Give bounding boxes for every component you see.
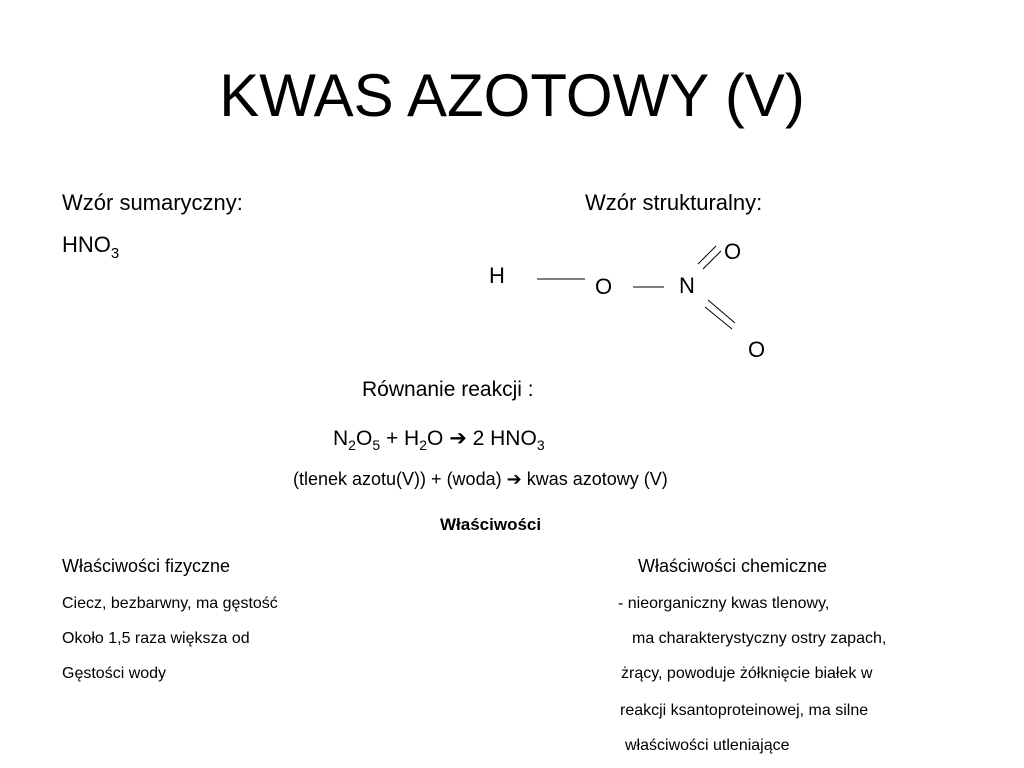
summary-formula-label: Wzór sumaryczny:	[62, 190, 243, 215]
bond-n-o-top-b	[703, 251, 721, 269]
chemical-line: ma charakterystyczny ostry zapach,	[632, 630, 887, 647]
atom-o-single: O	[595, 274, 613, 299]
names-lhs: (tlenek azotu(V)) + (woda)	[293, 469, 507, 489]
atom-n: N	[679, 273, 695, 298]
chemical-line: reakcji ksantoproteinowej, ma silne	[620, 702, 869, 719]
reaction-equation	[333, 426, 545, 452]
bond-n-o-bottom-b	[705, 307, 732, 329]
summary-formula-subscript: 3	[110, 245, 120, 262]
eq-o2: O	[427, 427, 450, 450]
atom-o-bottom: O	[748, 337, 766, 362]
eq-o-sub: 5	[372, 437, 381, 453]
reaction-names	[293, 468, 668, 490]
chemical-heading: Właściwości chemiczne	[638, 556, 828, 576]
chemical-line: - nieorganiczny kwas tlenowy,	[618, 595, 830, 612]
names-rhs: kwas azotowy (V)	[521, 469, 668, 489]
summary-formula-main: HNO	[62, 232, 111, 257]
eq-n: N	[333, 427, 349, 450]
eq-o: O	[355, 427, 373, 450]
physical-line: Ciecz, bezbarwny, ma gęstość	[62, 595, 278, 612]
bond-n-o-top-a	[698, 246, 716, 264]
physical-line: Około 1,5 raza większa od	[62, 630, 250, 647]
eq-n-sub: 2	[348, 437, 356, 453]
arrow-icon: ➔	[506, 469, 522, 489]
eq-plus-h: + H	[380, 427, 420, 450]
bond-n-o-bottom-a	[708, 300, 735, 323]
eq-rhs-sub: 3	[536, 437, 545, 453]
chemical-line: właściwości utleniające	[625, 737, 790, 754]
reaction-label: Równanie reakcji :	[362, 378, 534, 401]
page-title: KWAS AZOTOWY (V)	[219, 62, 805, 129]
chemical-line: żrący, powoduje żółknięcie białek w	[621, 665, 873, 682]
atom-h: H	[489, 263, 505, 288]
physical-line: Gęstości wody	[62, 665, 167, 682]
eq-h-sub: 2	[419, 437, 428, 453]
eq-rhs: 2 HNO	[466, 427, 537, 450]
properties-heading: Właściwości	[440, 515, 542, 534]
structural-formula-label: Wzór strukturalny:	[585, 190, 763, 215]
physical-heading: Właściwości fizyczne	[62, 556, 231, 576]
arrow-icon: ➔	[449, 427, 467, 450]
atom-o-top: O	[724, 239, 742, 264]
